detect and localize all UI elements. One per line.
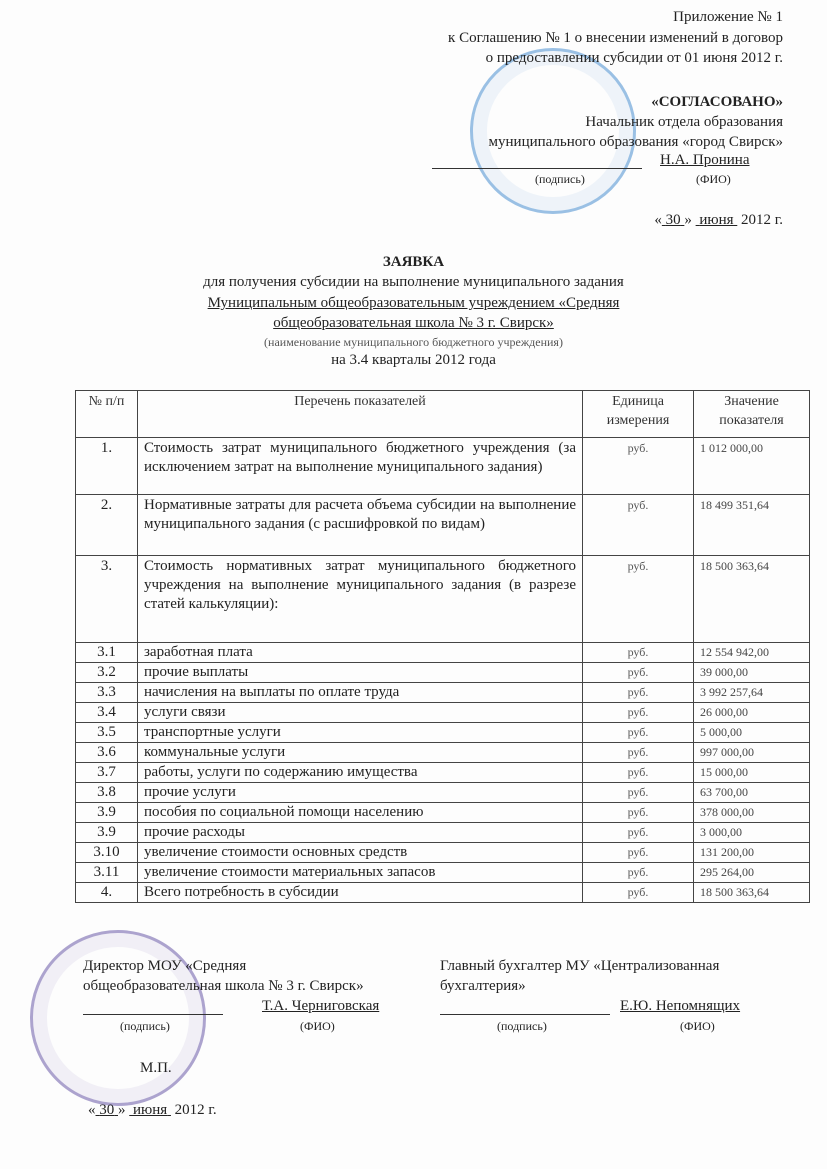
row-indicator: увеличение стоимости материальных запасов [138,863,583,883]
date-day: 30 [665,212,681,228]
date-year: 2012 г. [174,1102,217,1118]
row-value: 5 000,00 [694,723,810,743]
row-unit: руб. [583,495,694,556]
row-number: 3.2 [76,663,138,683]
header-value: Значение показателя [694,391,810,438]
date-prefix: « [88,1102,96,1118]
row-value: 63 700,00 [694,783,810,803]
date-year: 2012 г. [741,212,783,228]
table-row [76,803,810,823]
date-prefix: « [654,212,662,228]
table-row [76,783,810,803]
appendix-line2: к Соглашению № 1 о внесении изменений в договор [448,30,783,46]
title-line3: общеобразовательная школа № 3 г. Свирск» [273,315,554,331]
table-row [76,843,810,863]
row-unit: руб. [583,743,694,763]
row-number: 3.11 [76,863,138,883]
row-number: 2. [76,495,138,556]
row-indicator: заработная плата [138,643,583,663]
row-indicator: услуги связи [138,703,583,723]
accountant-name: Е.Ю. Непомнящих [620,998,741,1014]
approval-date [654,211,783,229]
approval-position1: Начальник отдела образования [585,114,783,130]
purple-stamp-icon [30,930,206,1106]
approval-name-caption: (ФИО) [696,172,731,186]
approval-name: Н.А. Пронина [660,152,750,168]
table-row [76,763,810,783]
title-line2: Муниципальным общеобразовательным учреждением «Средняя [207,295,620,311]
row-number: 3.10 [76,843,138,863]
row-value: 18 499 351,64 [694,495,810,556]
row-number: 3.9 [76,803,138,823]
header-unit: Единица измерения [583,391,694,438]
appendix-line3: о предоставлении субсидии от 01 июня 2012 г. [485,50,783,66]
director-line1: Директор МОУ «Средняя [83,958,247,974]
date-month: июня [699,212,734,228]
row-indicator: прочие расходы [138,823,583,843]
row-value: 18 500 363,64 [694,556,810,643]
director-line2: общеобразовательная школа № 3 г. Свирск» [83,978,364,994]
row-unit: руб. [583,643,694,663]
table-row [76,723,810,743]
row-number: 3.3 [76,683,138,703]
date-mid: » [684,212,692,228]
row-value: 18 500 363,64 [694,883,810,903]
row-unit: руб. [583,843,694,863]
accountant-line1: Главный бухгалтер МУ «Централизованная [440,958,720,974]
appendix-label: Приложение № 1 [673,9,783,25]
row-unit: руб. [583,438,694,495]
blue-stamp-icon [470,48,636,214]
indicators-table [75,390,810,903]
row-value: 1 012 000,00 [694,438,810,495]
row-number: 3.1 [76,643,138,663]
row-indicator: транспортные услуги [138,723,583,743]
row-indicator: прочие выплаты [138,663,583,683]
row-value: 3 992 257,64 [694,683,810,703]
row-value: 15 000,00 [694,763,810,783]
table-row [76,438,810,495]
row-indicator: Стоимость затрат муниципального бюджетного учреждения (за исключением затрат на выполнение муниципального задания) [138,438,583,495]
approval-position2: муниципального образования «город Свирск» [488,134,783,150]
row-unit: руб. [583,683,694,703]
signature-date [88,1102,217,1119]
row-indicator: начисления на выплаты по оплате труда [138,683,583,703]
row-value: 131 200,00 [694,843,810,863]
row-value: 12 554 942,00 [694,643,810,663]
row-number: 4. [76,883,138,903]
title-caption: (наименование муниципального бюджетного учреждения) [264,335,563,349]
row-indicator: Всего потребность в субсидии [138,883,583,903]
row-number: 3.8 [76,783,138,803]
row-number: 3.5 [76,723,138,743]
row-indicator: коммунальные услуги [138,743,583,763]
accountant-signature-line [440,1014,610,1015]
row-unit: руб. [583,823,694,843]
row-value: 378 000,00 [694,803,810,823]
table-row [76,883,810,903]
table-row [76,556,810,643]
row-number: 1. [76,438,138,495]
header-indicator: Перечень показателей [138,391,583,438]
title-period: на 3.4 кварталы 2012 года [331,352,496,368]
row-unit: руб. [583,863,694,883]
row-value: 3 000,00 [694,823,810,843]
seal-place: М.П. [140,1060,172,1076]
row-indicator: работы, услуги по содержанию имущества [138,763,583,783]
row-number: 3. [76,556,138,643]
row-number: 3.9 [76,823,138,843]
header-number: № п/п [76,391,138,438]
table-row [76,703,810,723]
table-row [76,663,810,683]
accountant-name-caption: (ФИО) [680,1019,715,1033]
row-indicator: пособия по социальной помощи населению [138,803,583,823]
row-indicator: Нормативные затраты для расчета объема субсидии на выполнение муниципального задания (с расшифровкой по видам) [138,495,583,556]
table-row [76,863,810,883]
director-name: Т.А. Черниговская [262,998,380,1014]
document-heading: ЗАЯВКА [382,254,445,270]
row-unit: руб. [583,883,694,903]
row-indicator: увеличение стоимости основных средств [138,843,583,863]
row-number: 3.7 [76,763,138,783]
table-row [76,743,810,763]
row-number: 3.4 [76,703,138,723]
accountant-sign-caption: (подпись) [497,1019,547,1033]
director-sign-caption: (подпись) [120,1019,170,1033]
row-unit: руб. [583,723,694,743]
row-indicator: Стоимость нормативных затрат муниципального бюджетного учреждения на выполнение муниципального задания (в разрезе статей калькуляции): [138,556,583,643]
date-mid: » [118,1102,126,1118]
table-row [76,683,810,703]
director-name-caption: (ФИО) [300,1019,335,1033]
director-signature-line [83,1014,223,1015]
row-value: 997 000,00 [694,743,810,763]
approval-title: «СОГЛАСОВАНО» [651,94,783,110]
row-value: 295 264,00 [694,863,810,883]
row-unit: руб. [583,703,694,723]
row-indicator: прочие услуги [138,783,583,803]
table-header [76,391,810,438]
row-unit: руб. [583,556,694,643]
approval-signature-line [432,168,642,169]
row-unit: руб. [583,663,694,683]
date-month: июня [133,1102,168,1118]
row-value: 39 000,00 [694,663,810,683]
table-row [76,495,810,556]
date-day: 30 [99,1102,115,1118]
accountant-line2: бухгалтерия» [440,978,526,994]
table-row [76,643,810,663]
table-row [76,823,810,843]
row-unit: руб. [583,763,694,783]
row-value: 26 000,00 [694,703,810,723]
title-line1: для получения субсидии на выполнение муниципального задания [203,274,624,290]
approval-sign-caption: (подпись) [535,172,585,186]
row-number: 3.6 [76,743,138,763]
row-unit: руб. [583,783,694,803]
row-unit: руб. [583,803,694,823]
